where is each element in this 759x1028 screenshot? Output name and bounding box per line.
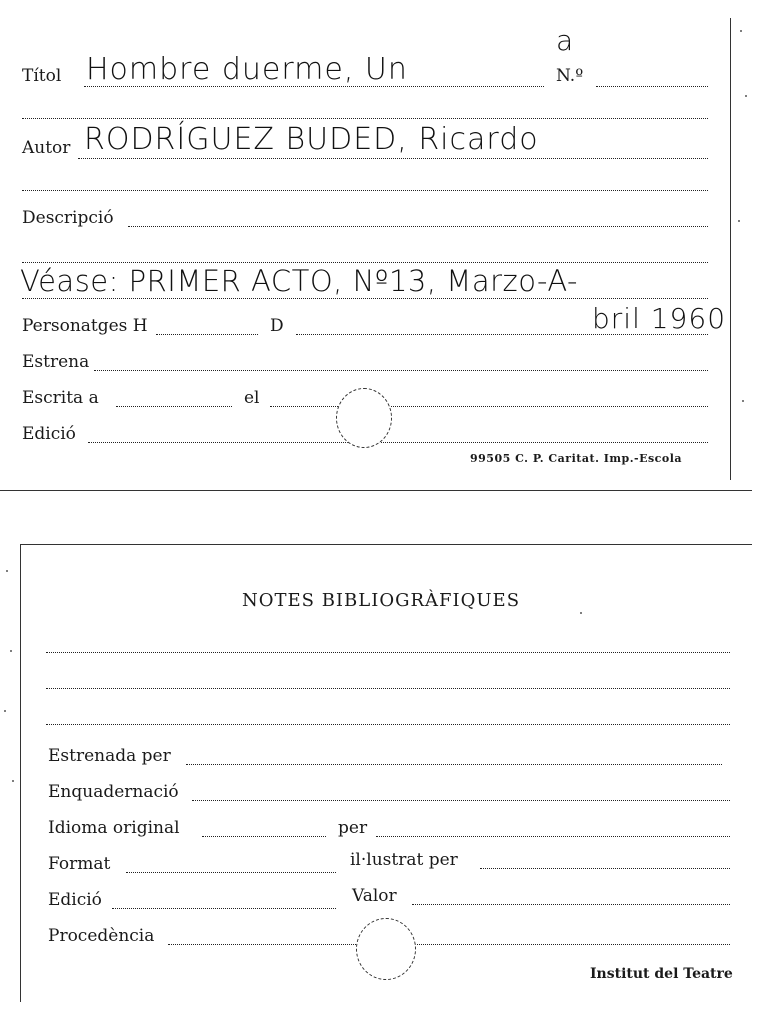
card-edge-right bbox=[730, 18, 731, 480]
autor-label: Autor bbox=[22, 138, 71, 158]
enquadernacio-line bbox=[192, 800, 730, 801]
catalog-card-front bbox=[0, 0, 759, 500]
notes-line-1 bbox=[46, 652, 730, 653]
edicio2-label: Edició bbox=[48, 890, 102, 910]
autor-line bbox=[78, 158, 708, 159]
card2-edge-left bbox=[20, 544, 21, 1002]
blank-line-3 bbox=[22, 262, 708, 263]
estrena-label: Estrena bbox=[22, 352, 90, 372]
printer-imprint: 99505 C. P. Caritat. Imp.-Escola bbox=[470, 452, 683, 465]
card-edge-bottom bbox=[0, 490, 752, 491]
enquadernacio-label: Enquadernació bbox=[48, 782, 179, 802]
escrita-label: Escrita a bbox=[22, 388, 99, 408]
blank-line-4 bbox=[22, 298, 708, 299]
estrenada-line bbox=[186, 764, 722, 765]
handwritten-author: RODRÍGUEZ BUDED, Ricardo bbox=[84, 122, 539, 157]
per-line bbox=[376, 836, 730, 837]
idioma-label: Idioma original bbox=[48, 818, 180, 838]
blank-line-1 bbox=[22, 118, 708, 119]
format-label: Format bbox=[48, 854, 111, 874]
personatges-h-line bbox=[156, 334, 258, 335]
notes-heading: NOTES BIBLIOGRÀFIQUES bbox=[242, 590, 521, 611]
handwritten-description-line2: bril 1960 bbox=[592, 302, 727, 335]
notes-line-3 bbox=[46, 724, 730, 725]
edicio2-line bbox=[112, 908, 336, 909]
punch-hole-circle bbox=[336, 388, 392, 448]
punch-hole-circle-2 bbox=[356, 918, 416, 980]
descripcio-line bbox=[128, 226, 708, 227]
handwritten-number: a bbox=[556, 24, 575, 57]
per-label: per bbox=[338, 818, 368, 838]
institution-name: Institut del Teatre bbox=[590, 966, 733, 982]
illustrat-label: il·lustrat per bbox=[350, 850, 458, 870]
valor-label: Valor bbox=[352, 886, 397, 906]
catalog-card-back bbox=[0, 540, 759, 1028]
edicio-line bbox=[88, 442, 708, 443]
edicio-label: Edició bbox=[22, 424, 76, 444]
handwritten-title: Hombre duerme, Un bbox=[86, 52, 408, 87]
estrena-line bbox=[94, 370, 708, 371]
personatges-label: Personatges H bbox=[22, 316, 148, 336]
valor-line bbox=[412, 904, 730, 905]
el-label: el bbox=[244, 388, 260, 408]
num-line bbox=[596, 86, 708, 87]
estrenada-label: Estrenada per bbox=[48, 746, 171, 766]
descripcio-label: Descripció bbox=[22, 208, 114, 228]
blank-line-2 bbox=[22, 190, 708, 191]
format-line bbox=[126, 872, 336, 873]
idioma-line bbox=[202, 836, 326, 837]
card2-edge-top bbox=[20, 544, 752, 545]
illustrat-line bbox=[480, 868, 730, 869]
procedencia-line bbox=[168, 944, 730, 945]
d-label: D bbox=[270, 316, 284, 336]
handwritten-description-line1: Véase: PRIMER ACTO, Nº13, Marzo-A- bbox=[20, 264, 579, 298]
escrita-line bbox=[116, 406, 232, 407]
titol-label: Títol bbox=[22, 66, 62, 86]
procedencia-label: Procedència bbox=[48, 926, 155, 946]
notes-line-2 bbox=[46, 688, 730, 689]
el-line bbox=[270, 406, 708, 407]
num-label: N.º bbox=[556, 66, 584, 86]
